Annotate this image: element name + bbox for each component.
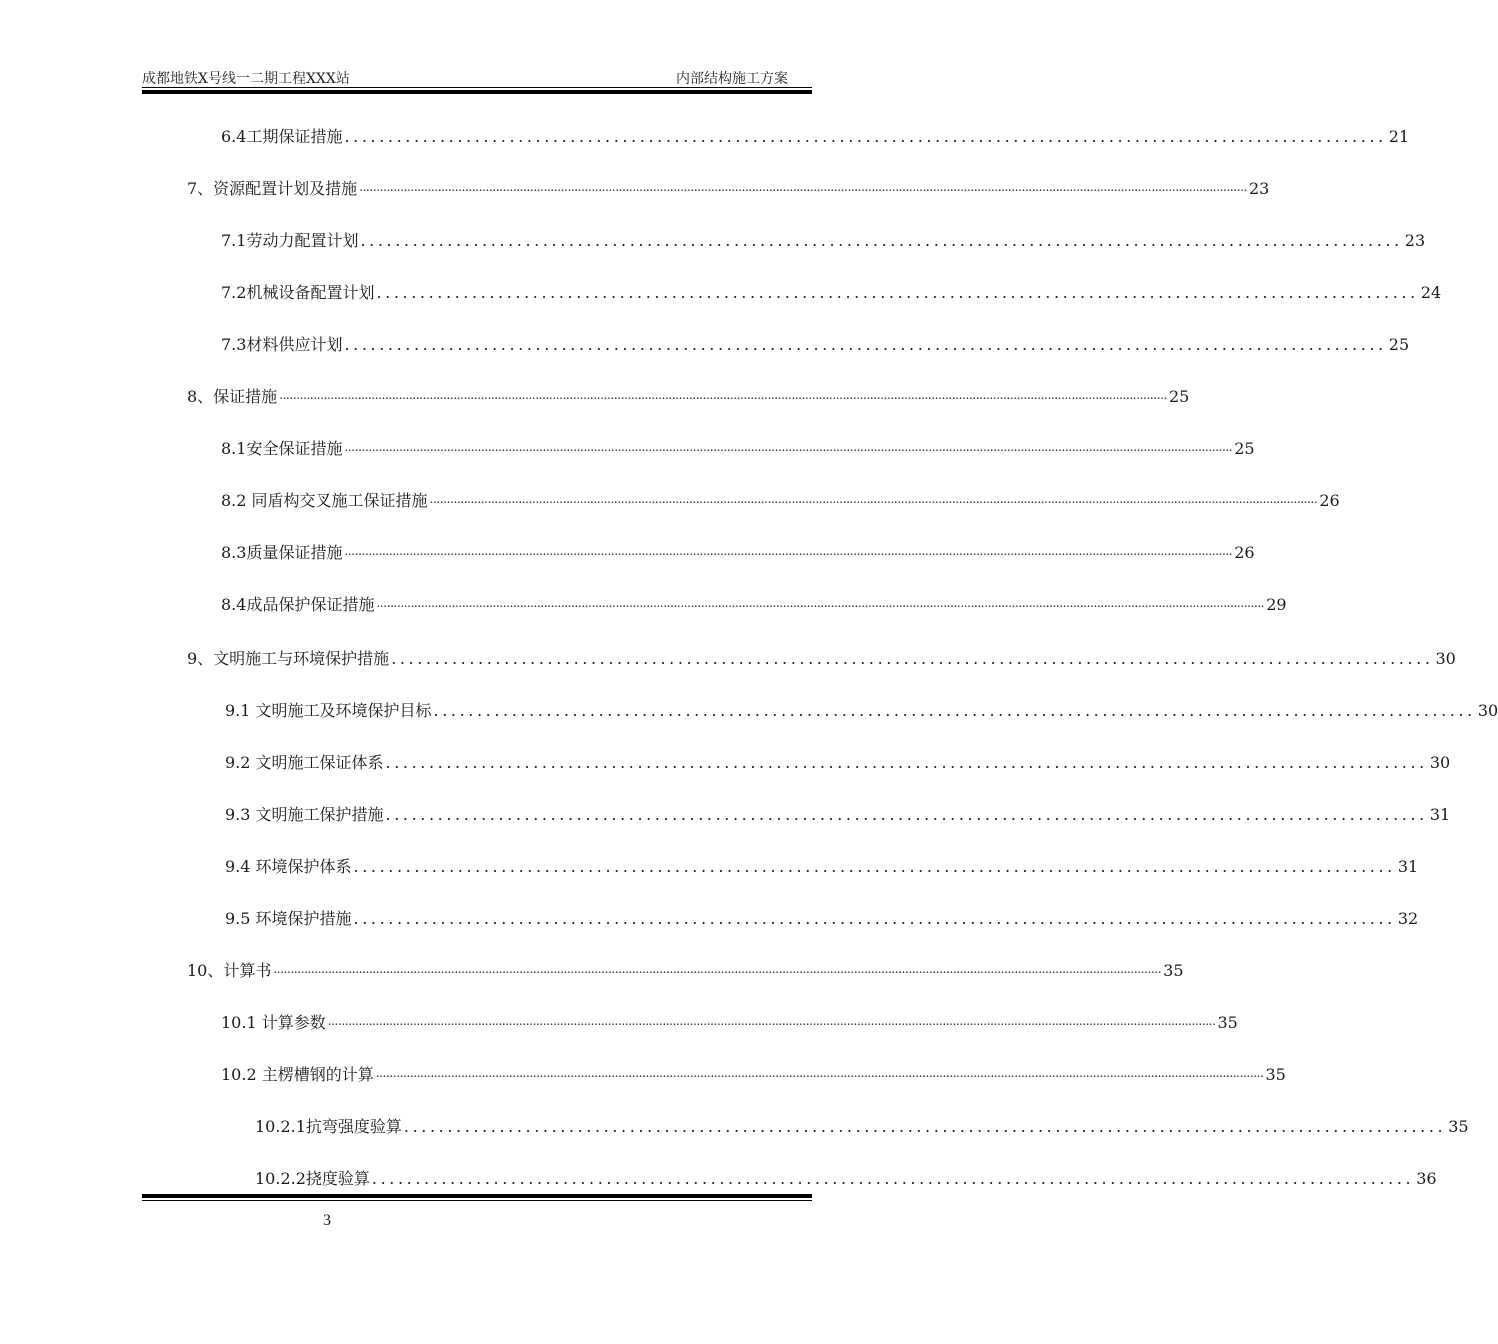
toc-entry-page-number: 31 [1397,857,1419,876]
toc-leader-dots: ........................................................................................................................ [360,231,1403,250]
toc-entry[interactable] [225,696,1498,722]
toc-entry-page-number: 25 [1168,387,1190,406]
toc-entry-label: 9.1 文明施工及环境保护目标 [225,701,432,720]
toc-leader-dots: .................................................................................................................................................................................................................................................................... [273,962,1162,976]
toc-entry-label: 10.1 计算参数 [221,1013,326,1032]
toc-entry-page-number: 30 [1429,753,1451,772]
toc-entry[interactable] [225,852,1419,878]
toc-entry[interactable] [225,904,1419,930]
toc-entry[interactable] [221,226,1426,252]
toc-entry-page-number: 32 [1397,909,1419,928]
toc-entry-page-number: 35 [1217,1013,1238,1032]
header-rule-thick [142,90,812,94]
toc-leader-dots: ........................................................................................................................ [344,335,1387,354]
toc-leader-dots: ........................................................................................................................ [403,1117,1447,1136]
toc-entry[interactable] [187,644,1456,670]
toc-leader-dots: ........................................................................................................................ [385,753,1428,772]
toc-leader-dots: ........................................................................................................................ [371,1169,1415,1188]
toc-entry[interactable] [221,486,1340,512]
toc-entry-label: 8.2 同盾构交叉施工保证措施 [221,491,428,510]
toc-entry[interactable] [225,800,1451,826]
toc-entry-page-number: 21 [1388,127,1410,146]
toc-leader-dots: .................................................................................................................................................................................................................................................................... [344,440,1233,454]
toc-entry[interactable] [221,1008,1238,1034]
toc-entry-label: 7.1劳动力配置计划 [221,231,359,250]
toc-leader-dots: .................................................................................................................................................................................................................................................................... [375,1066,1264,1080]
toc-entry[interactable] [221,538,1255,564]
toc-entry-label: 7.3材料供应计划 [221,335,343,354]
footer-page-number: 3 [323,1212,331,1229]
toc-entry-label: 8.1安全保证措施 [221,439,343,458]
toc-entry-label: 9.2 文明施工保证体系 [225,753,384,772]
toc-leader-dots: ........................................................................................................................ [385,805,1428,824]
toc-entry-label: 8.4成品保护保证措施 [221,595,375,614]
toc-entry-page-number: 30 [1477,701,1498,720]
header-rule-thin [142,87,812,88]
toc-leader-dots: .................................................................................................................................................................................................................................................................... [344,544,1233,558]
toc-entry-page-number: 35 [1163,961,1184,980]
toc-entry[interactable] [187,382,1190,408]
toc-entry-label: 9.3 文明施工保护措施 [225,805,384,824]
toc-leader-dots: .................................................................................................................................................................................................................................................................... [376,596,1265,610]
toc-leader-dots: ........................................................................................................................ [391,649,1434,668]
toc-entry-label: 9.5 环境保护措施 [225,909,352,928]
toc-leader-dots: ........................................................................................................................ [353,909,1396,928]
header-document-title: 内部结构施工方案 [676,71,788,87]
toc-leader-dots: .................................................................................................................................................................................................................................................................... [429,492,1318,506]
toc-entry[interactable] [225,748,1451,774]
toc-entry[interactable] [255,1164,1437,1190]
toc-entry-label: 9、文明施工与环境保护措施 [187,649,390,668]
toc-leader-dots: .................................................................................................................................................................................................................................................................... [279,388,1167,402]
toc-entry-page-number: 23 [1248,179,1270,198]
toc-entry-page-number: 25 [1234,439,1255,458]
toc-leader-dots: .................................................................................................................................................................................................................................................................... [359,180,1247,194]
toc-entry-label: 10.2.2挠度验算 [255,1169,370,1188]
toc-entry-label: 8.3质量保证措施 [221,543,343,562]
toc-leader-dots: .................................................................................................................................................................................................................................................................... [327,1014,1216,1028]
toc-leader-dots: ........................................................................................................................ [433,701,1476,720]
toc-entry[interactable] [187,174,1270,200]
toc-entry-label: 9.4 环境保护体系 [225,857,352,876]
toc-entry-label: 8、保证措施 [187,387,278,406]
toc-entry[interactable] [221,434,1255,460]
toc-entry[interactable] [255,1112,1469,1138]
toc-entry-label: 7、资源配置计划及措施 [187,179,358,198]
footer-rule-thin [142,1200,812,1201]
toc-entry-page-number: 26 [1319,491,1340,510]
toc-entry-page-number: 29 [1266,595,1287,614]
toc-entry[interactable] [221,1060,1286,1086]
toc-leader-dots: ........................................................................................................................ [344,127,1387,146]
toc-entry-label: 10、计算书 [187,961,272,980]
toc-entry-label: 10.2.1抗弯强度验算 [255,1117,402,1136]
toc-entry[interactable] [221,330,1410,356]
toc-entry-label: 10.2 主楞槽钢的计算 [221,1065,374,1084]
toc-entry[interactable] [221,122,1410,148]
toc-entry[interactable] [221,278,1442,304]
toc-entry-label: 6.4工期保证措施 [221,127,343,146]
toc-entry-page-number: 35 [1448,1117,1469,1136]
toc-entry-page-number: 35 [1265,1065,1286,1084]
toc-entry-page-number: 31 [1429,805,1451,824]
toc-entry-page-number: 24 [1420,283,1442,302]
header-project-title: 成都地铁X号线一二期工程XXX站 [142,71,350,87]
toc-entry-page-number: 30 [1435,649,1456,668]
page-header [142,66,812,88]
toc-entry-page-number: 26 [1234,543,1255,562]
toc-leader-dots: ........................................................................................................................ [376,283,1419,302]
footer-rule-thick [142,1194,812,1198]
toc-entry-label: 7.2机械设备配置计划 [221,283,375,302]
toc-entry-page-number: 36 [1416,1169,1437,1188]
toc-entry-page-number: 25 [1388,335,1410,354]
toc-entry[interactable] [221,590,1287,616]
toc-leader-dots: ........................................................................................................................ [353,857,1396,876]
toc-entry-page-number: 23 [1404,231,1426,250]
toc-entry[interactable] [187,956,1184,982]
